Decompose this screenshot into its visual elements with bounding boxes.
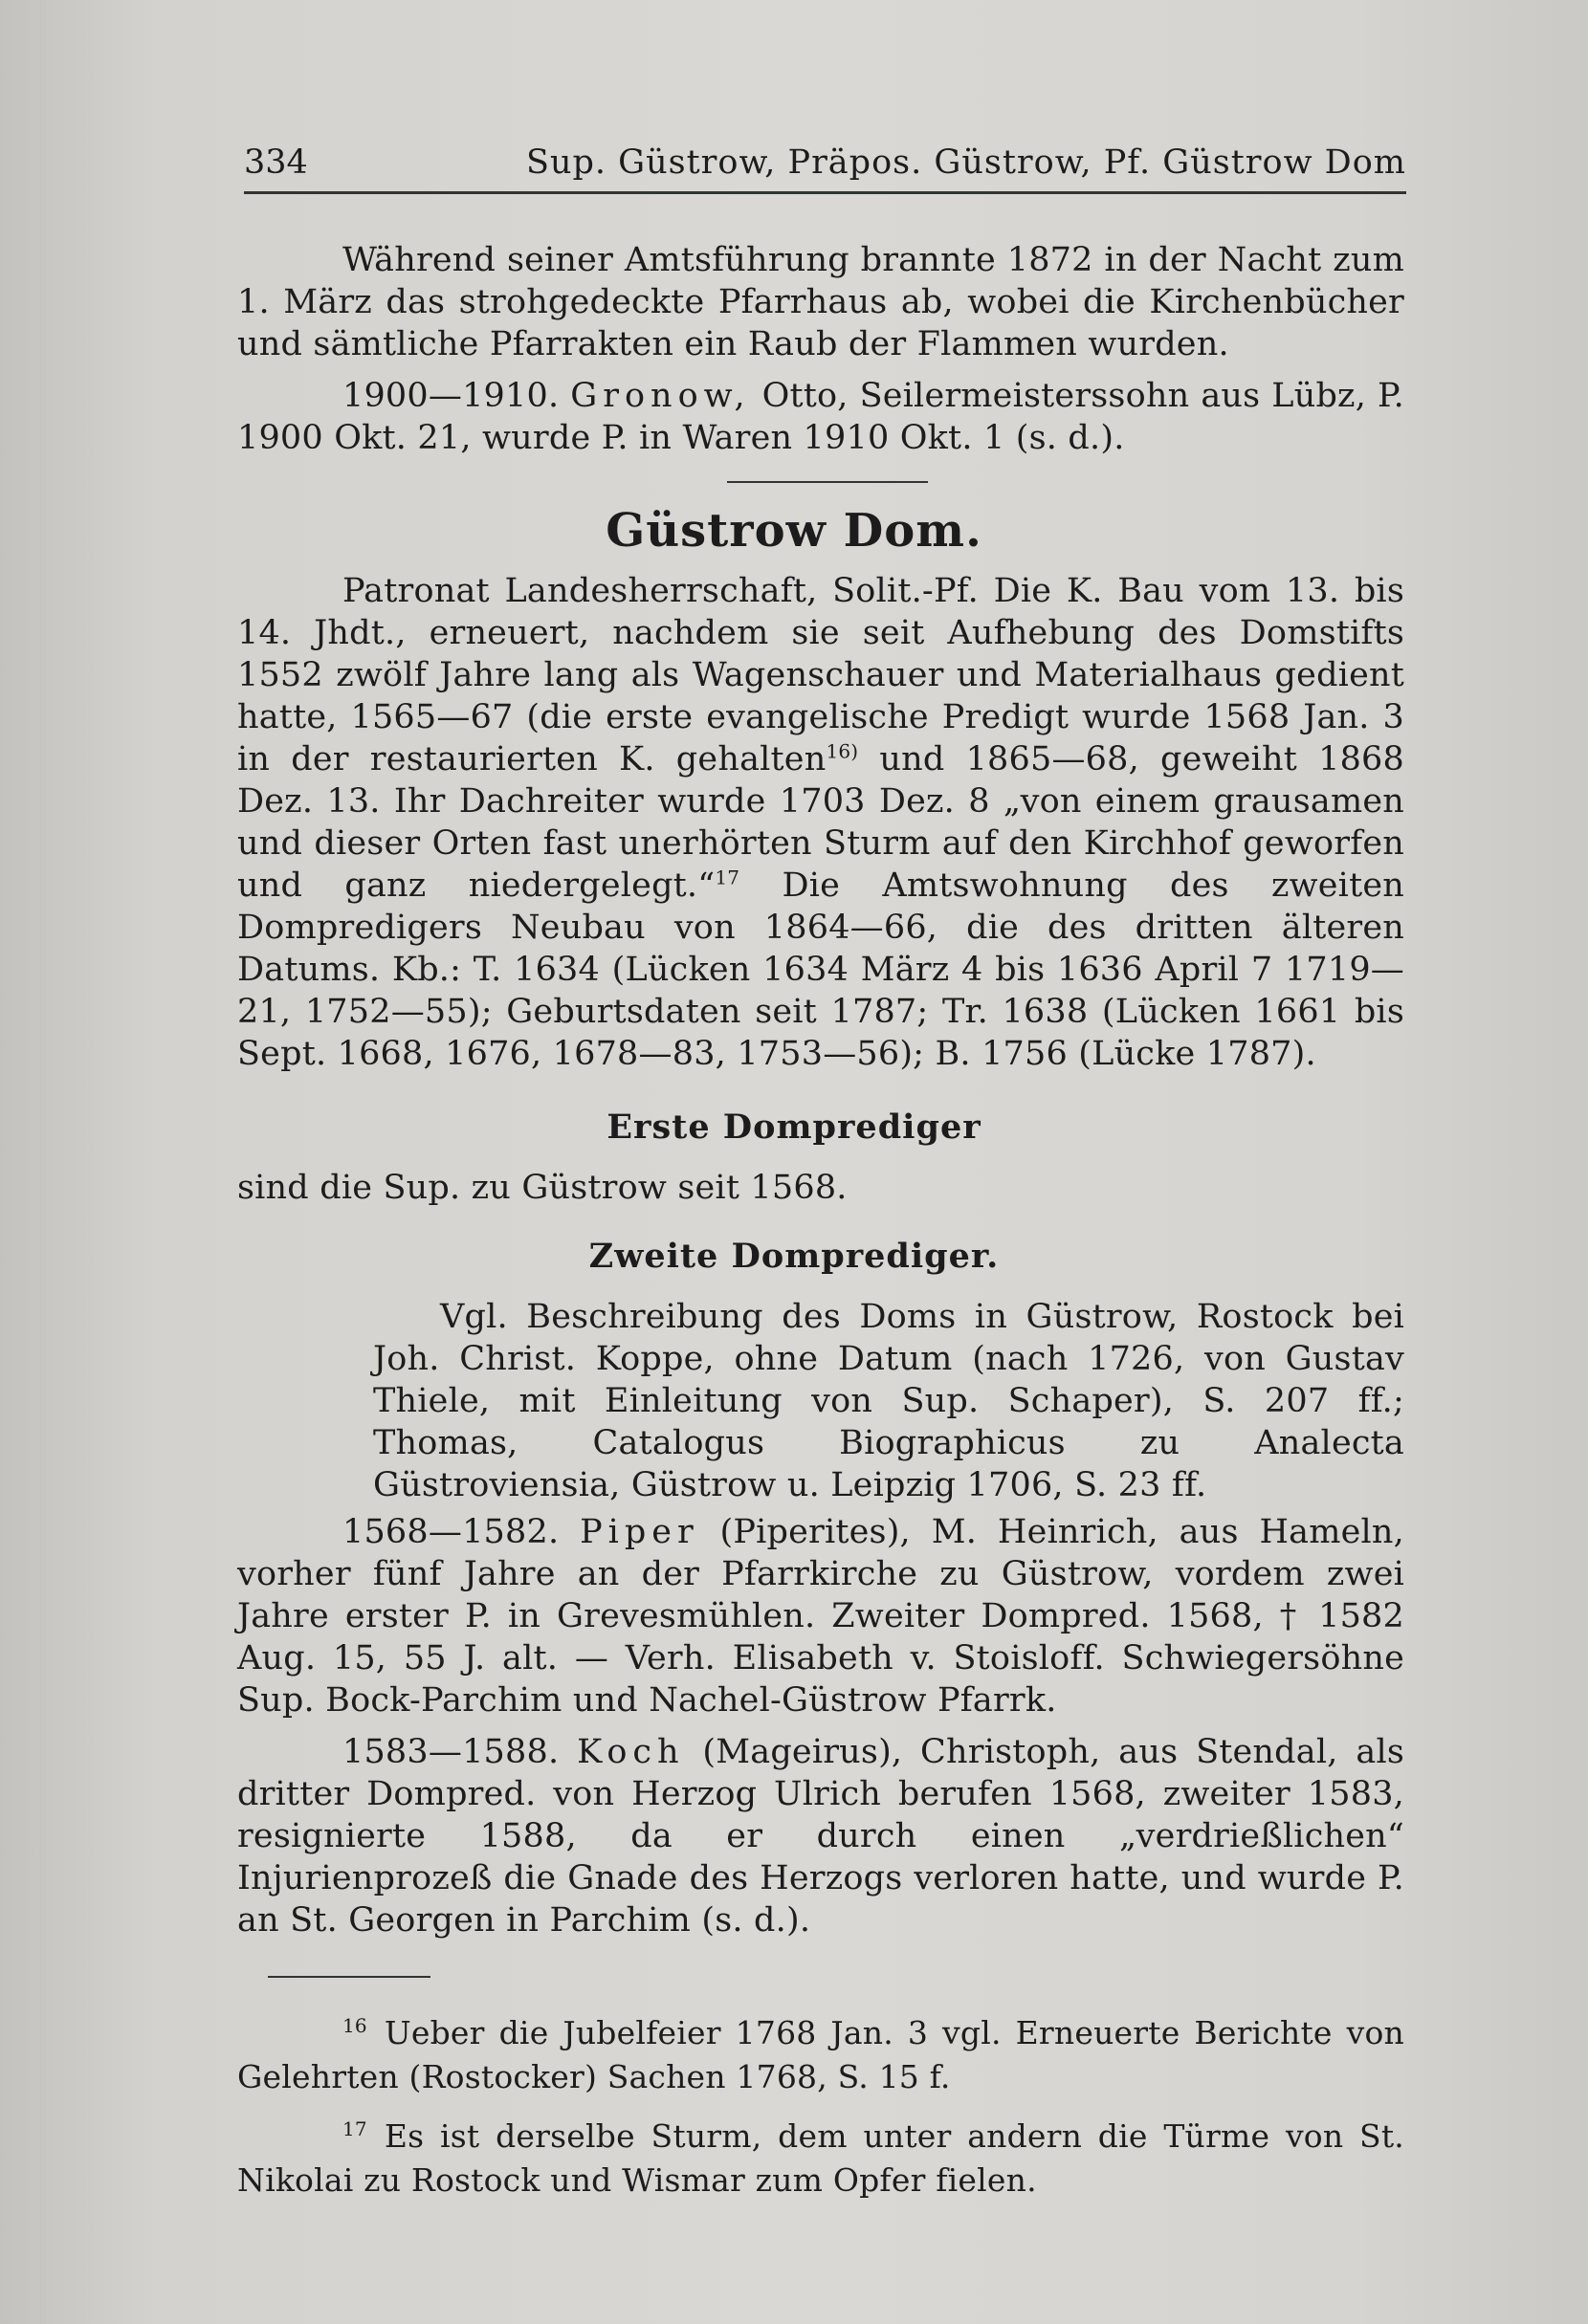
intro-text-a: Patronat Landesherrschaft, Solit.-Pf. Die K. Bau vom 13. bis 14. Jhdt., erneuert, nachdem sie seit Aufhebung des Domstifts 1552 zwölf Jahre lang als Wagenschauer und Materialhaus gedient hatte, 1565—67 (die erste evangelische Predigt wurde 1568 Jan. 3 in der restaurierten K. gehalten (237, 572, 1404, 778)
entry-years: 1568—1582. (342, 1513, 560, 1551)
previous-parish-ending (237, 239, 1404, 459)
section-intro-paragraph (237, 570, 1404, 1075)
footnote-rule (268, 1976, 430, 1978)
source-reference-text: Vgl. Beschreibung des Doms in Güstrow, Rostock bei Joh. Christ. Koppe, ohne Datum (nach 1726, von Gustav Thiele, mit Einleitung von Sup. Schaper), S. 207 ff.; Thomas, Catalogus Biographicus zu Analecta Güstroviensia, Güstrow u. Leipzig 1706, S. 23 ff. (373, 1298, 1404, 1504)
entry-piper (237, 1511, 1404, 1721)
footnote-ref-17: 17 (715, 866, 740, 889)
footnote-ref-16: 16) (826, 739, 859, 763)
footnotes (237, 2004, 1404, 2203)
footnote-text: Es ist derselbe Sturm, dem unter andern die Türme von St. Nikolai zu Rostock und Wismar zum Opfer fielen. (237, 2117, 1404, 2199)
entry-text: (Mageirus), Christoph, aus Stendal, als dritter Dompred. von Herzog Ulrich berufen 1568, zweiter 1583, resignierte 1588, da er durch einen „verdrießlichen“ Injurienprozeß die Gnade des Herzogs verloren hatte, und wurde P. an St. Georgen in Parchim (s. d.). (237, 1733, 1405, 1940)
entry-years: 1900—1910. (342, 377, 560, 415)
first-preachers-note (237, 1167, 1404, 1209)
subheading-second-preachers: Zweite Domprediger. (588, 1237, 1000, 1276)
entry-koch (237, 1731, 1404, 1941)
entry-text: (Piperites), M. Heinrich, aus Hameln, vorher fünf Jahre an der Pfarrkirche zu Güstrow, vordem zwei Jahre erster P. in Grevesmühlen. Zweiter Dompred. 1568, † 1582 Aug. 15, 55 J. alt. — Verh. Elisabeth v. Stoisloff. Schwiegersöhne Sup. Bock-Parchim und Nachel-Güstrow Pfarrk. (237, 1513, 1405, 1720)
header-rule (244, 191, 1406, 194)
footnote-16 (237, 2004, 1404, 2099)
subheading-first-preachers: Erste Domprediger (607, 1107, 981, 1147)
entry-name: Koch (577, 1733, 685, 1771)
entry-list (237, 1511, 1404, 1941)
footnote-number: 17 (342, 2117, 367, 2140)
section-intro (237, 570, 1404, 1075)
intro-text-b: und 1865—68, geweiht 1868 Dez. 13. Ihr Dachreiter wurde 1703 Dez. 8 „von einem grausamen und dieser Orten fast unerhörten Sturm auf den Kirchhof geworfen und ganz niedergelegt.“ (237, 740, 1404, 905)
page-number: 334 (244, 143, 308, 182)
running-head (244, 139, 1406, 191)
running-title: Sup. Güstrow, Präpos. Güstrow, Pf. Güstrow Dom (525, 143, 1406, 182)
entry-text: Otto, Seilermeisterssohn aus Lübz, P. 1900 Okt. 21, wurde P. in Waren 1910 Okt. 1 (s. d.). (237, 377, 1404, 457)
paragraph-fire: Während seiner Amtsführung brannte 1872 in der Nacht zum 1. März das strohgedeckte Pfarrhaus ab, wobei die Kirchenbücher und sämtliche Pfarrakten ein Raub der Flammen wurden. (237, 241, 1404, 363)
entry-gronow (237, 375, 1404, 459)
footnote-17 (237, 2107, 1404, 2203)
source-reference (373, 1296, 1404, 1506)
entry-name: Gronow, (570, 377, 751, 415)
first-preachers-text: sind die Sup. zu Güstrow seit 1568. (237, 1169, 848, 1207)
intro-text-c: Die Amtswohnung des zweiten Dompredigers Neubau von 1864—66, die des dritten älteren Datums. Kb.: T. 1634 (Lücken 1634 März 4 bis 1636 April 7 1719—21, 1752—55); Geburtsdaten seit 1787; Tr. 1638 (Lücken 1661 bis Sept. 1668, 1676, 1678—83, 1753—56); B. 1756 (Lücke 1787). (237, 866, 1404, 1073)
section-divider (727, 481, 928, 483)
entry-name: Piper (580, 1513, 699, 1551)
entry-years: 1583—1588. (342, 1733, 560, 1771)
footnote-text: Ueber die Jubelfeier 1768 Jan. 3 vgl. Erneuerte Berichte von Gelehrten (Rostocker) Sachen 1768, S. 15 f. (237, 2014, 1404, 2095)
footnote-number: 16 (342, 2014, 367, 2037)
section-title: Güstrow Dom. (606, 504, 982, 558)
